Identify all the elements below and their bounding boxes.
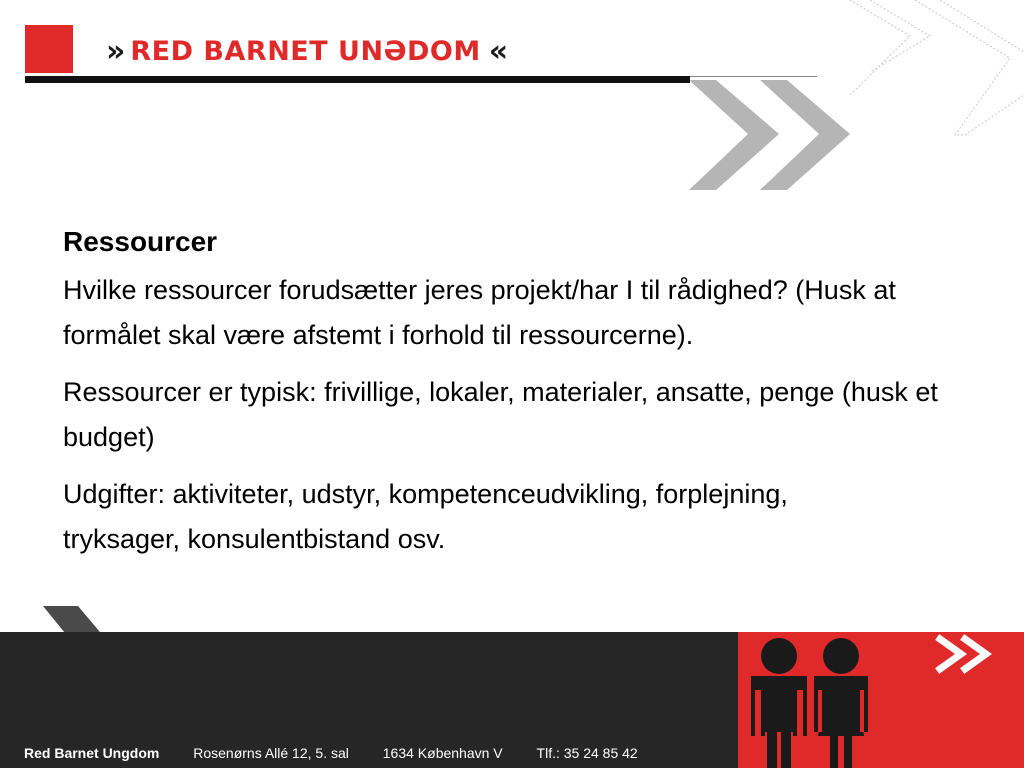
- slide-paragraph: Ressourcer er typisk: frivillige, lokaler, materialer, ansatte, penge (husk et budget): [63, 377, 938, 452]
- slide-content: [63, 224, 963, 574]
- children-figures-icon: [738, 632, 1024, 768]
- header-rule: [25, 76, 690, 83]
- logo-chevron-right: «: [488, 33, 506, 69]
- footer-city: 1634 København V: [382, 745, 503, 761]
- footer-brand-panel: [738, 632, 1024, 768]
- slide-title: Ressourcer: [63, 226, 218, 257]
- footer-contact: [24, 745, 668, 761]
- grey-double-chevron-icon: [689, 80, 850, 190]
- logo-chevron-left: »: [106, 33, 123, 69]
- header-rule-thin: [690, 76, 817, 77]
- slide-paragraph: Hvilke ressourcer forudsætter jeres projekt/har I til rådighed? (Husk at formålet skal være afstemt i forhold til ressourcerne).: [63, 275, 896, 350]
- logo-red-square: [25, 25, 73, 73]
- dotted-chevron-outline-icon: [850, 0, 1024, 135]
- brand-logo: [106, 34, 505, 68]
- logo-text: RED BARNET UNƏDOM: [130, 35, 481, 67]
- slide-paragraph: Udgifter: aktiviteter, udstyr, kompetenceudvikling, forplejning, tryksager, konsulentbistand osv.: [63, 479, 788, 554]
- footer-organization: Red Barnet Ungdom: [24, 745, 160, 761]
- double-chevron-icon: [940, 639, 986, 669]
- footer-phone: Tlf.: 35 24 85 42: [536, 745, 638, 761]
- footer-address: Rosenørns Allé 12, 5. sal: [193, 745, 349, 761]
